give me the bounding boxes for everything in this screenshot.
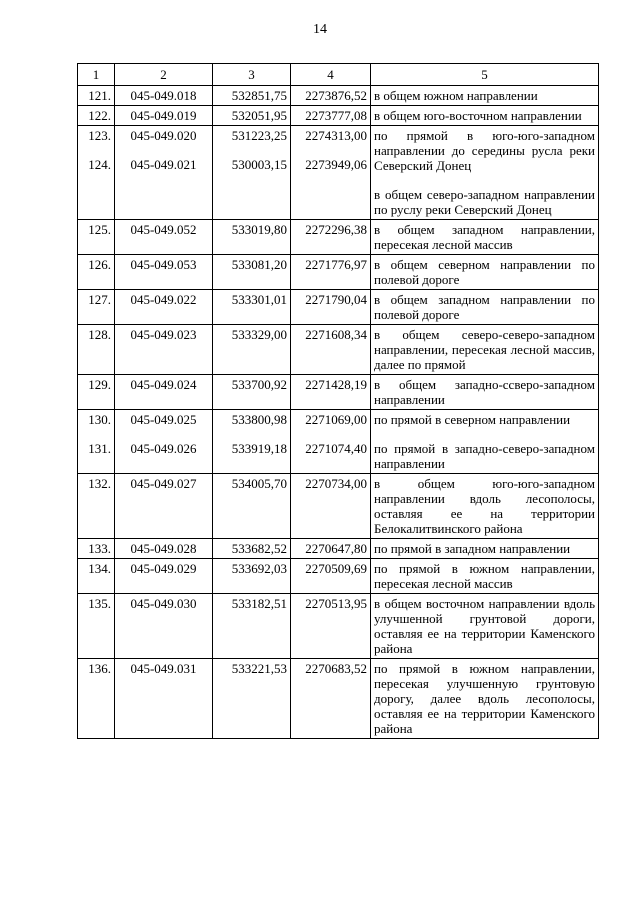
cell-coord-y: [291, 255, 371, 290]
cell-row-number: [78, 474, 115, 539]
route-description: по прямой в северном направлении: [374, 412, 571, 427]
coord-x: 532051,95: [231, 108, 287, 123]
cell-row-number: [78, 106, 115, 126]
point-id: 045-049.021: [130, 157, 197, 172]
cell-coord-x: [213, 220, 291, 255]
coord-y: 2270509,69: [305, 561, 367, 576]
coord-x: 531223,25: [231, 128, 287, 143]
coord-y: 2271428,19: [305, 377, 367, 392]
coord-y: 2273949,06: [305, 157, 367, 172]
cell-route-description: [371, 410, 599, 474]
point-id: 045-049.053: [130, 257, 197, 272]
table-row: [78, 474, 599, 539]
header-cell-description: 5: [371, 64, 599, 86]
table-row: [78, 220, 599, 255]
coord-x: 533182,51: [231, 596, 287, 611]
cell-route-description: [371, 220, 599, 255]
cell-coord-x: [213, 594, 291, 659]
cell-coord-y: [291, 539, 371, 559]
header-cell-x: 3: [213, 64, 291, 86]
cell-row-number: [78, 410, 115, 474]
row-number: 128.: [88, 327, 111, 342]
cell-coord-y: [291, 375, 371, 410]
row-number: 122.: [88, 108, 111, 123]
cell-route-description: [371, 474, 599, 539]
route-description: в общем западно-ссверо-западном направлении: [374, 377, 595, 407]
coord-y: 2270734,00: [305, 476, 367, 491]
cell-row-number: [78, 594, 115, 659]
table-row: [78, 659, 599, 739]
page-number: 14: [313, 22, 327, 37]
point-id: 045-049.028: [130, 541, 197, 556]
coord-y: 2271069,00: [305, 412, 367, 427]
coord-x: 533682,52: [231, 541, 287, 556]
table-row: [78, 126, 599, 220]
coord-y: 2270513,95: [305, 596, 367, 611]
header-cell-point-id: 2: [115, 64, 213, 86]
cell-route-description: [371, 559, 599, 594]
cell-route-description: [371, 290, 599, 325]
route-description: в общем северном направлении по полевой дороге: [374, 257, 595, 287]
coord-y: 2272296,38: [305, 222, 367, 237]
coord-y: 2274313,00: [305, 128, 367, 143]
coord-x: 534005,70: [231, 476, 287, 491]
table-row: [78, 410, 599, 474]
cell-coord-x: [213, 106, 291, 126]
cell-coord-x: [213, 559, 291, 594]
table-row: [78, 255, 599, 290]
cell-route-description: [371, 539, 599, 559]
point-id: 045-049.022: [130, 292, 197, 307]
coord-y: 2271776,97: [305, 257, 367, 272]
coord-x: 533329,00: [231, 327, 287, 342]
cell-row-number: [78, 290, 115, 325]
cell-coord-x: [213, 86, 291, 106]
cell-row-number: [78, 220, 115, 255]
row-number: 136.: [88, 661, 111, 676]
row-number: 124.: [88, 157, 111, 172]
cell-route-description: [371, 325, 599, 375]
cell-row-number: [78, 559, 115, 594]
cell-route-description: [371, 659, 599, 739]
cell-point-id: [115, 220, 213, 255]
cell-coord-y: [291, 659, 371, 739]
cell-coord-x: [213, 126, 291, 220]
coord-y: 2273777,08: [305, 108, 367, 123]
table-row: [78, 539, 599, 559]
coord-x: 533301,01: [231, 292, 287, 307]
table-row: [78, 559, 599, 594]
table-row: [78, 325, 599, 375]
point-id: 045-049.031: [130, 661, 197, 676]
cell-coord-x: [213, 375, 291, 410]
route-description: по прямой в западном направлении: [374, 541, 571, 556]
coord-y: 2270683,52: [305, 661, 367, 676]
row-number: 125.: [88, 222, 111, 237]
cell-row-number: [78, 539, 115, 559]
table-row: [78, 86, 599, 106]
route-description: по прямой в южном направлении, пересекая лесной массив: [374, 561, 595, 591]
cell-coord-y: [291, 86, 371, 106]
cell-route-description: [371, 375, 599, 410]
cell-coord-x: [213, 325, 291, 375]
row-number: 131.: [88, 441, 111, 456]
table-row: [78, 594, 599, 659]
coord-x: 533692,03: [231, 561, 287, 576]
cell-row-number: [78, 255, 115, 290]
cell-point-id: [115, 290, 213, 325]
coord-x: 530003,15: [231, 157, 287, 172]
cell-row-number: [78, 86, 115, 106]
row-number: 134.: [88, 561, 111, 576]
cell-coord-x: [213, 290, 291, 325]
cell-row-number: [78, 325, 115, 375]
cell-coord-y: [291, 410, 371, 474]
cell-point-id: [115, 559, 213, 594]
cell-coord-y: [291, 325, 371, 375]
cell-coord-x: [213, 539, 291, 559]
table-row: [78, 375, 599, 410]
row-number: 121.: [88, 88, 111, 103]
cell-coord-y: [291, 106, 371, 126]
cell-route-description: [371, 86, 599, 106]
cell-point-id: [115, 106, 213, 126]
cell-route-description: [371, 126, 599, 220]
cell-point-id: [115, 659, 213, 739]
cell-coord-x: [213, 255, 291, 290]
table-body: [78, 64, 599, 739]
coord-x: 533919,18: [231, 441, 287, 456]
table-row: [78, 290, 599, 325]
route-description: в общем восточном направлении вдоль улучшенной грунтовой дороги, оставляя ее на территории Каменского района: [374, 596, 595, 656]
row-number: 129.: [88, 377, 111, 392]
route-description: в общем западном направлении по полевой дороге: [374, 292, 595, 322]
cell-point-id: [115, 325, 213, 375]
point-id: 045-049.024: [130, 377, 197, 392]
coord-y: 2271074,40: [305, 441, 367, 456]
header-cell-number: 1: [78, 64, 115, 86]
route-description: в общем южном направлении: [374, 88, 538, 103]
route-description: в общем юго-восточном направлении: [374, 108, 582, 123]
route-description: по прямой в южном направлении, пересекая улучшенную грунтовую дорогу, далее вдоль лесополосы, оставляя ее на территории Каменского района: [374, 661, 595, 736]
table-header-row: [78, 64, 599, 86]
cell-point-id: [115, 539, 213, 559]
coord-x: 532851,75: [231, 88, 287, 103]
cell-point-id: [115, 126, 213, 220]
point-id: 045-049.027: [130, 476, 197, 491]
point-id: 045-049.018: [130, 88, 197, 103]
cell-route-description: [371, 255, 599, 290]
cell-route-description: [371, 106, 599, 126]
cell-coord-x: [213, 410, 291, 474]
row-number: 126.: [88, 257, 111, 272]
header-cell-y: 4: [291, 64, 371, 86]
coord-x: 533800,98: [231, 412, 287, 427]
table-row: [78, 106, 599, 126]
point-id: 045-049.029: [130, 561, 197, 576]
row-number: 130.: [88, 412, 111, 427]
cell-row-number: [78, 659, 115, 739]
cell-coord-y: [291, 594, 371, 659]
cell-point-id: [115, 86, 213, 106]
cell-row-number: [78, 375, 115, 410]
cell-coord-x: [213, 659, 291, 739]
coord-y: 2270647,80: [305, 541, 367, 556]
route-description: в общем северо-западном направлении по руслу реки Северский Донец: [374, 187, 595, 217]
cell-coord-y: [291, 126, 371, 220]
row-number: 127.: [88, 292, 111, 307]
cell-coord-y: [291, 474, 371, 539]
coord-y: 2273876,52: [305, 88, 367, 103]
cell-point-id: [115, 594, 213, 659]
coord-x: 533081,20: [231, 257, 287, 272]
boundary-points-table: [77, 63, 599, 739]
point-id: 045-049.052: [130, 222, 197, 237]
point-id: 045-049.023: [130, 327, 197, 342]
cell-point-id: [115, 255, 213, 290]
cell-point-id: [115, 474, 213, 539]
cell-point-id: [115, 410, 213, 474]
point-id: 045-049.025: [130, 412, 197, 427]
coord-y: 2271790,04: [305, 292, 367, 307]
coord-y: 2271608,34: [305, 327, 367, 342]
row-number: 135.: [88, 596, 111, 611]
cell-coord-y: [291, 290, 371, 325]
coord-x: 533221,53: [231, 661, 287, 676]
point-id: 045-049.030: [130, 596, 197, 611]
coord-x: 533700,92: [231, 377, 287, 392]
cell-row-number: [78, 126, 115, 220]
cell-coord-x: [213, 474, 291, 539]
point-id: 045-049.019: [130, 108, 197, 123]
cell-route-description: [371, 594, 599, 659]
route-description: по прямой в юго-юго-западном направлении до середины русла реки Северский Донец: [374, 128, 595, 173]
cell-coord-y: [291, 220, 371, 255]
coord-x: 533019,80: [231, 222, 287, 237]
route-description: в общем северо-северо-западном направлении, пересекая лесной массив, далее по прямой: [374, 327, 595, 372]
row-number: 133.: [88, 541, 111, 556]
row-number: 132.: [88, 476, 111, 491]
route-description: по прямой в западно-северо-западном направлении: [374, 441, 595, 471]
route-description: в общем западном направлении, пересекая лесной массив: [374, 222, 595, 252]
row-number: 123.: [88, 128, 111, 143]
cell-coord-y: [291, 559, 371, 594]
point-id: 045-049.026: [130, 441, 197, 456]
point-id: 045-049.020: [130, 128, 197, 143]
cell-point-id: [115, 375, 213, 410]
route-description: в общем юго-юго-западном направлении вдоль лесополосы, оставляя ее на территории Белокалитвинского района: [374, 476, 595, 536]
